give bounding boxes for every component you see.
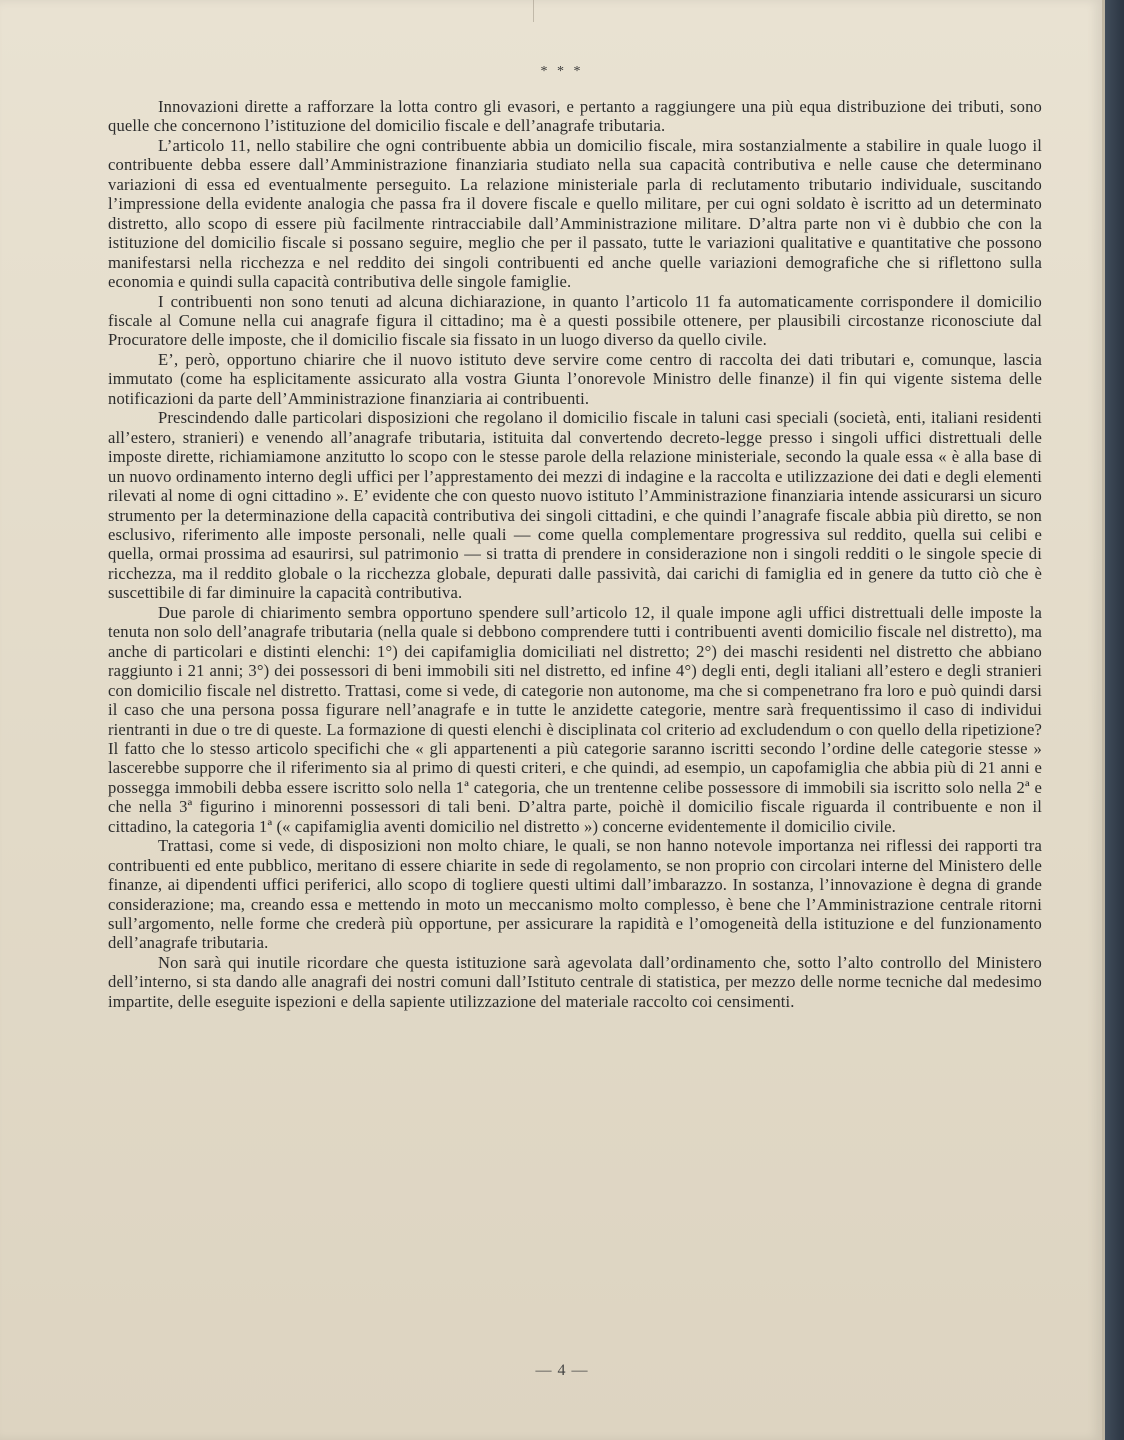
paragraph: Prescindendo dalle particolari disposizioni che regolano il domicilio fiscale in taluni casi speciali (società, enti, italiani residenti all’estero, stranieri) e venendo all’anagrafe tributaria, istituita dal convertendo decreto-legge presso i singoli uffici distrettuali delle imposte dirette, richiamiamone anzitutto lo scopo con le stesse parole della relazione ministeriale, secondo la quale essa « è alla base di un nuovo ordinamento interno degli uffici per l’apprestamento dei mezzi di indagine e la raccolta e utilizzazione dei dati e degli elementi rilevati al nome di ogni cittadino ». E’ evidente che con questo nuovo istituto l’Amministrazione finanziaria intende assicurarsi un sicuro strumento per la determinazione della capacità contributiva dei singoli cittadini, e che quindi l’anagrafe fiscale abbia più diretto, se non esclusivo, riferimento alle imposte personali, nelle quali — come quella complementare progressiva sul reddito, quella sui celibi e quella, ormai prossima ad esaurirsi, sul patrimonio — si tratta di prendere in considerazione non i singoli redditi o le singole specie di ricchezza, ma il reddito globale o la ricchezza globale, depurati dalle passività, dai carichi di famiglia ed in genere da tutto ciò che è suscettibile di far diminuire la capacità contributiva. — [108, 408, 1042, 603]
paragraph: Due parole di chiarimento sembra opportuno spendere sull’articolo 12, il quale impone agli uffici distrettuali delle imposte la tenuta non solo dell’anagrafe tributaria (nella quale si debbono comprendere tutti i contribuenti aventi domicilio fiscale nel distretto), ma anche di particolari e distinti elenchi: 1°) dei capifamiglia domiciliati nel distretto; 2°) dei maschi residenti nel distretto che abbiano raggiunto i 21 anni; 3°) dei possessori di beni immobili siti nel distretto, ed infine 4°) degli enti, degli italiani all’estero e degli stranieri con domicilio fiscale nel distretto. Trattasi, come si vede, di categorie non autonome, ma che si compenetrano fra loro e può quindi darsi il caso che una persona possa figurare nell’anagrafe e in tutte le anzidette categorie, mentre sarà frequentissimo il caso di individui rientranti in due o tre di queste. La formazione di questi elenchi è disciplinata col criterio ad excludendum o con quello della ripetizione? Il fatto che lo stesso articolo specifichi che « gli appartenenti a più categorie saranno iscritti secondo l’ordine delle categorie stesse » lascerebbe supporre che il riferimento sia al primo di questi criteri, e che quindi, ad esempio, un capofamiglia che abbia più di 21 anni e possegga immobili debba essere iscritto solo nella 1ª categoria, che un trentenne celibe possessore di immobili sia iscritto solo nella 2ª e che nella 3ª figurino i minorenni possessori di tali beni. D’altra parte, poichè il domicilio fiscale riguarda il contribuente e non il cittadino, la categoria 1ª (« capifamiglia aventi domicilio nel distretto ») concerne evidentemente il domicilio civile. — [108, 602, 1042, 836]
page-fold-mark — [533, 0, 534, 22]
scan-background-edge — [1102, 0, 1124, 1440]
paragraph: I contribuenti non sono tenuti ad alcuna dichiarazione, in quanto l’articolo 11 fa automaticamente corrispondere il domicilio fiscale al Comune nella cui anagrafe figura il cittadino; ma è a questi possibile ottenere, per plausibili circostanze riconosciute dal Procuratore delle imposte, che il domicilio fiscale sia fissato in un luogo diverso da quello civile. — [108, 291, 1042, 350]
page-number: — 4 — — [535, 1362, 589, 1379]
paragraph: Trattasi, come si vede, di disposizioni non molto chiare, le quali, se non hanno notevole importanza nei riflessi dei rapporti tra contribuenti ed ente pubblico, meritano di essere chiarite in sede di regolamento, se non proprio con circolari interne del Ministero delle finanze, ai dipendenti uffici periferici, allo scopo di togliere questi ultimi dall’imbarazzo. In sostanza, l’innovazione è degna di grande considerazione; ma, creando essa e mettendo in moto un meccanismo molto complesso, è bene che l’Amministrazione centrale ritorni sull’argomento, nelle forme che crederà più opportune, per assicurare la rapidità e l’omogeneità della istituzione e del funzionamento dell’anagrafe tributaria. — [108, 836, 1042, 953]
paragraph: Innovazioni dirette a rafforzare la lotta contro gli evasori, e pertanto a raggiungere una più equa distribuzione dei tributi, sono quelle che concernono l’istituzione del domicilio fiscale e dell’anagrafe tributaria. — [108, 97, 1042, 136]
paragraph: L’articolo 11, nello stabilire che ogni contribuente abbia un domicilio fiscale, mira sostanzialmente a stabilire in quale luogo il contribuente debba essere dall’Amministrazione finanziaria studiato nella sua capacità contributiva e nelle cause che determinano variazioni di essa ed eventualmente perseguito. La relazione ministeriale parla di reclutamento tributario individuale, suscitando l’impressione della evidente analogia che passa fra il dovere fiscale e quello militare, per cui ogni soldato è iscritto ad un determinato distretto, allo scopo di essere più facilmente rintracciabile dall’Amministrazione militare. D’altra parte non vi è dubbio che con la istituzione del domicilio fiscale si possano seguire, meglio che per il passato, tutte le variazioni qualitative e quantitative che possono manifestarsi nella ricchezza e nel reddito dei singoli contribuenti ed anche quelle variazioni demografiche che si riflettono sulla economia e quindi sulla capacità contributiva delle singole famiglie. — [108, 135, 1042, 292]
document-body — [108, 97, 1042, 1011]
paragraph: Non sarà qui inutile ricordare che questa istituzione sarà agevolata dall’ordinamento che, sotto l’alto controllo del Ministero dell’interno, si sta dando alle anagrafi dei nostri comuni dall’Istituto centrale di statistica, per mezzo delle norme tecniche dal medesimo impartite, delle eseguite ispezioni e della sapiente utilizzazione del materiale raccolto coi censimenti. — [108, 952, 1042, 1011]
section-ornament: * * * — [540, 64, 584, 79]
paragraph: E’, però, opportuno chiarire che il nuovo istituto deve servire come centro di raccolta dei dati tributari e, comunque, lascia immutato (come ha esplicitamente assicurato alla vostra Giunta l’onorevole Ministro delle finanze) il fin qui vigente sistema delle notificazioni da parte dell’Amministrazione finanziaria ai contribuenti. — [108, 349, 1042, 408]
